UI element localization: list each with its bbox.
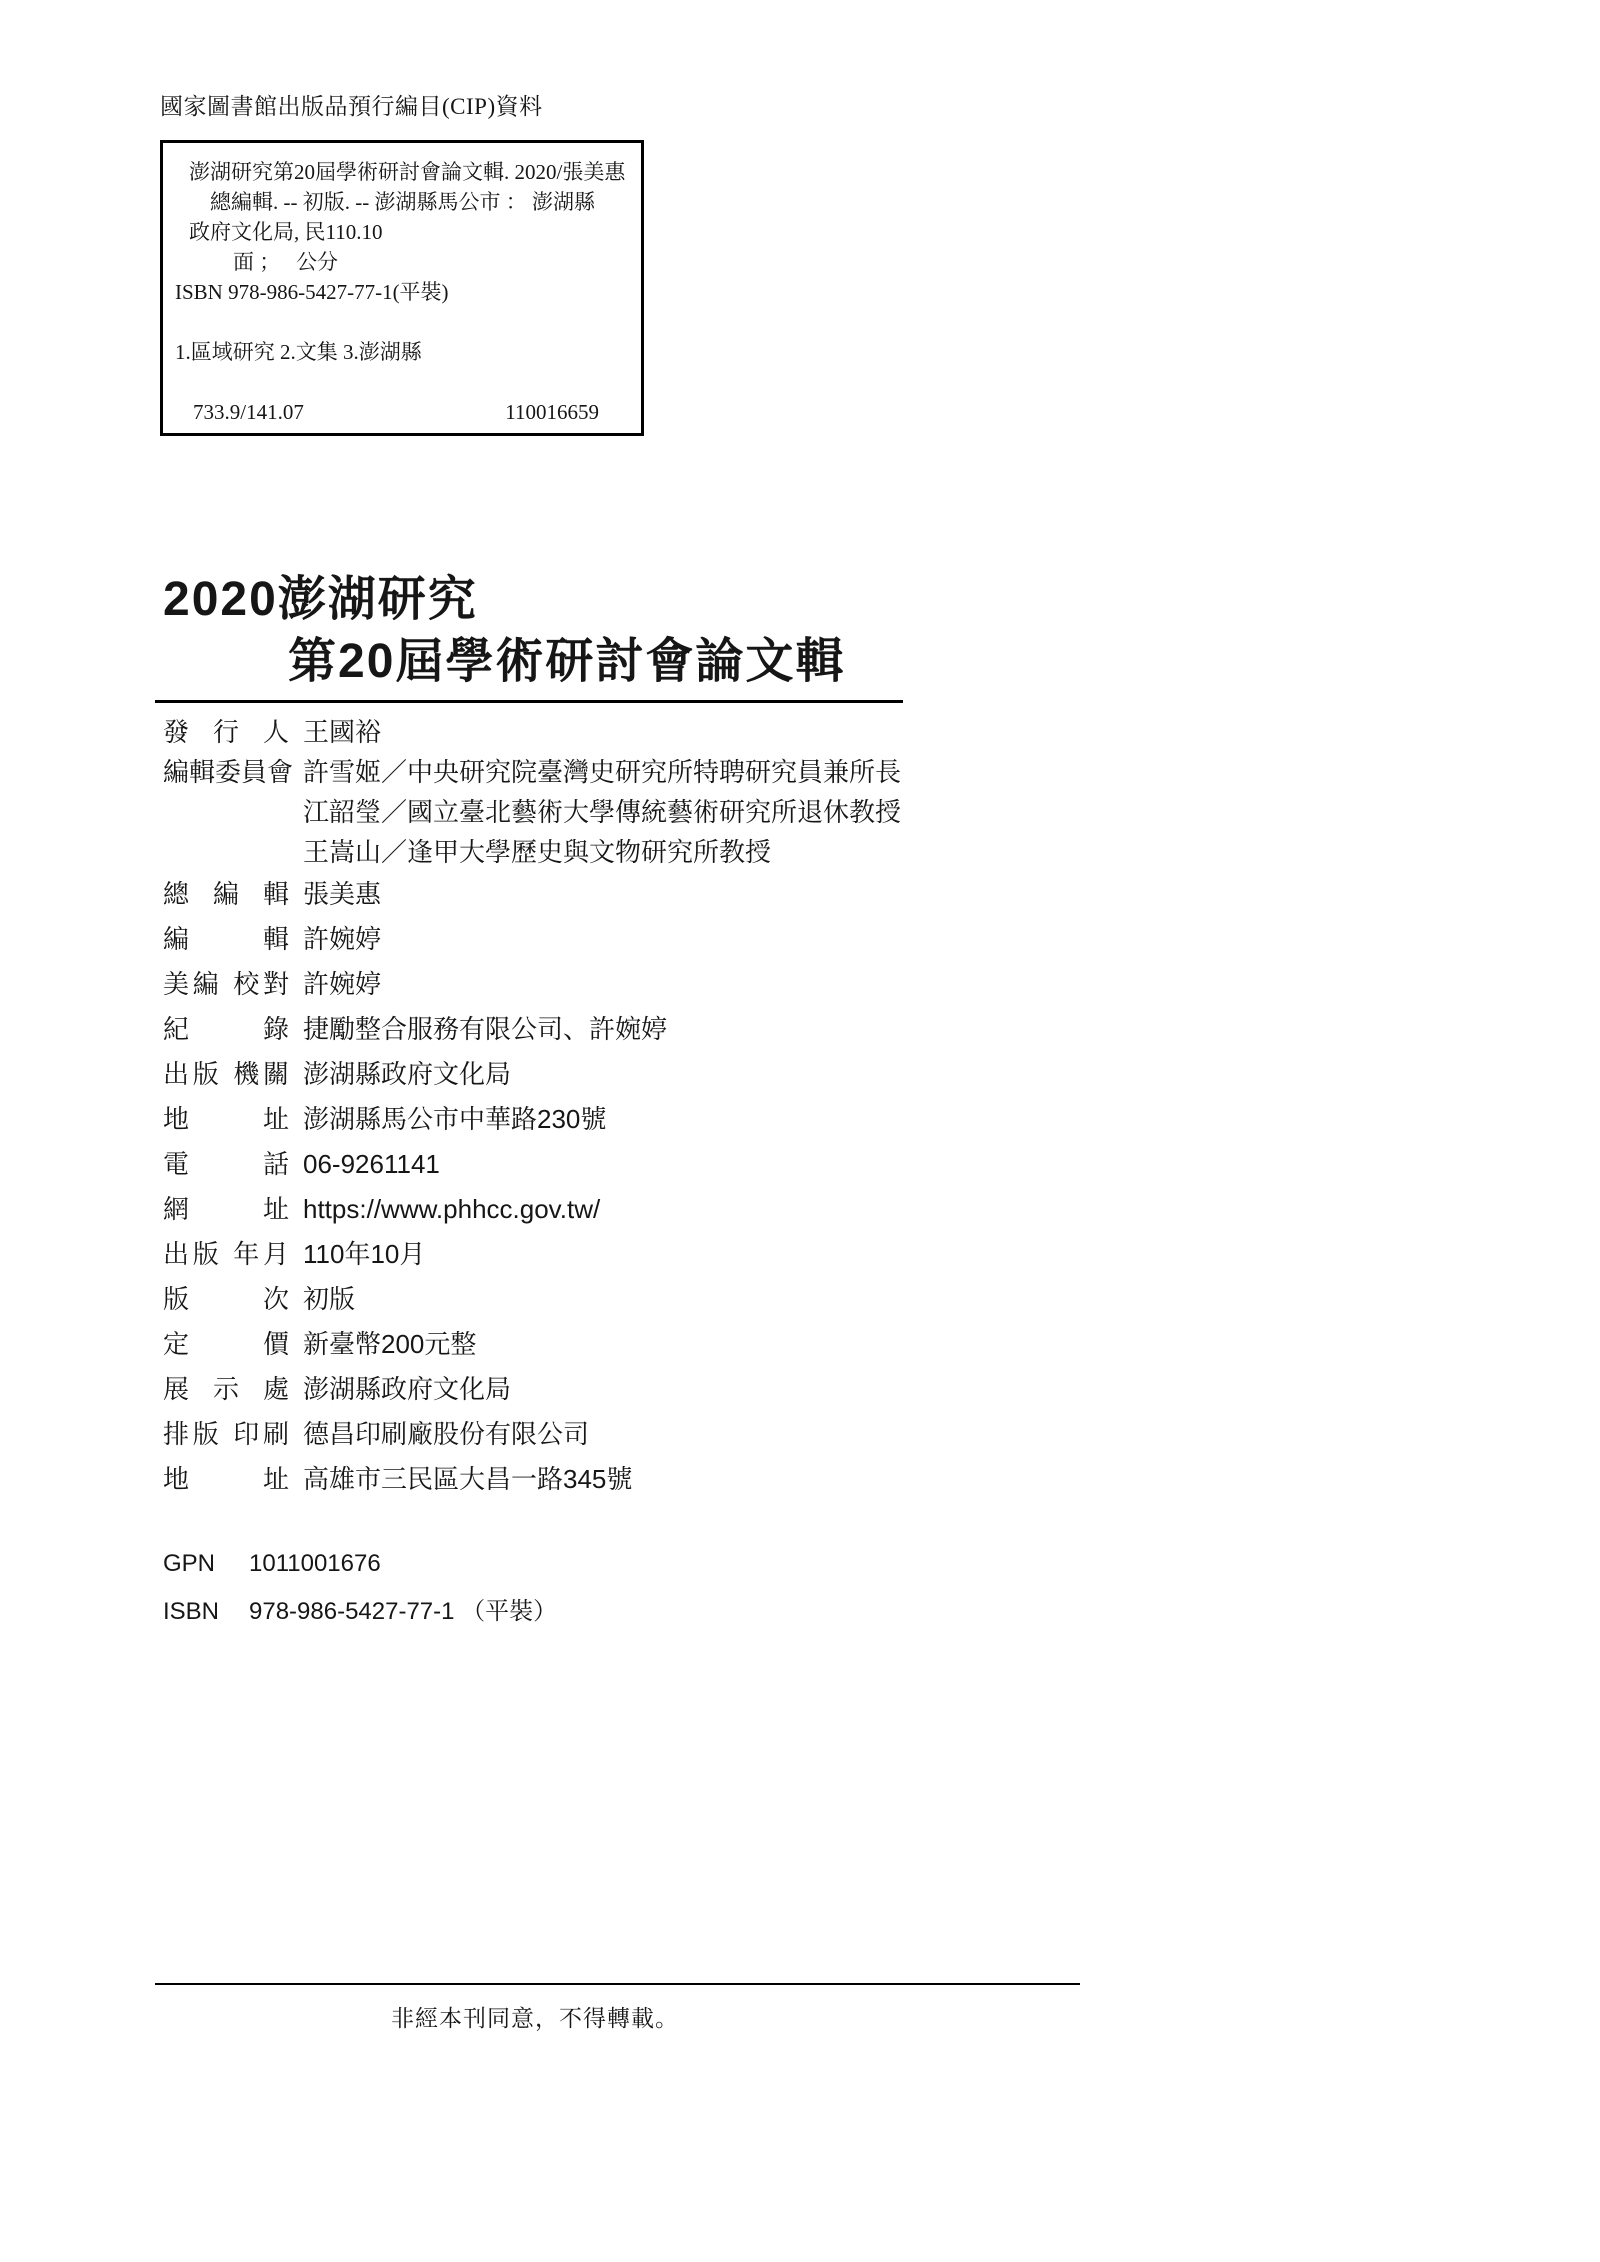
field-row: [163, 1097, 901, 1142]
field-label: 地 址: [163, 1104, 289, 1134]
field-label: 編輯委員會: [163, 757, 294, 787]
field-row: [163, 1412, 901, 1457]
field-row: [163, 792, 901, 832]
field-value: 初版: [303, 1284, 356, 1314]
isbn-row: [163, 1588, 557, 1636]
cip-line: 澎湖研究第20屆學術研討會論文輯. 2020/張美惠: [189, 160, 626, 184]
field-row: [163, 1232, 901, 1277]
book-title-line2: 第20屆學術研討會論文輯: [288, 635, 846, 688]
gpn-value: 1011001676: [249, 1550, 381, 1577]
field-label: 出版 機關: [163, 1059, 289, 1089]
field-label: 總 編 輯: [163, 879, 289, 909]
field-row: [163, 1367, 901, 1412]
field-row: [163, 832, 901, 872]
cip-box: [160, 140, 644, 436]
cip-line: 面 ； 公分: [233, 250, 338, 274]
field-row: [163, 1187, 901, 1232]
field-label: 編 輯: [163, 924, 289, 954]
publication-fields: [163, 712, 901, 1502]
field-value: 德昌印刷廠股份有限公司: [303, 1419, 590, 1449]
cip-header: 國家圖書館出版品預行編目(CIP)資料: [160, 94, 543, 119]
field-label: 排版 印刷: [163, 1419, 289, 1449]
field-label: [163, 792, 289, 832]
field-label: [163, 832, 289, 872]
field-value: https://www.phhcc.gov.tw/: [303, 1194, 601, 1224]
field-value: 江韶瑩／國立臺北藝術大學傳統藝術研究所退休教授: [303, 797, 902, 827]
field-value: 高雄市三民區大昌一路345號: [303, 1464, 633, 1494]
cip-blank-line: [163, 367, 641, 397]
field-row: [163, 712, 901, 752]
field-row: [163, 1457, 901, 1502]
field-value: 110年10月: [303, 1239, 426, 1269]
field-label: 出版 年月: [163, 1239, 289, 1269]
book-title-line1: 2020澎湖研究: [163, 573, 478, 626]
field-row: [163, 1322, 901, 1367]
field-row: [163, 1052, 901, 1097]
codes-block: [163, 1540, 557, 1636]
field-label: 展 示 處: [163, 1374, 289, 1404]
field-value: 張美惠: [303, 879, 382, 909]
gpn-row: [163, 1540, 557, 1588]
title-rule: [155, 700, 903, 703]
field-value: 捷勵整合服務有限公司、許婉婷: [303, 1014, 668, 1044]
field-row: [163, 962, 901, 1007]
cip-call-number: 733.9/141.07: [193, 400, 304, 424]
footer-rule: [155, 1983, 1080, 1985]
cip-bottom-row: [163, 397, 641, 427]
field-value: 許婉婷: [303, 969, 382, 999]
field-value: 許婉婷: [303, 924, 382, 954]
cip-line: 政府文化局, 民110.10: [189, 220, 383, 244]
field-value: 06-9261141: [303, 1149, 440, 1179]
cip-blank-line: [163, 307, 641, 337]
field-value: 新臺幣200元整: [303, 1329, 477, 1359]
field-label: 定 價: [163, 1329, 289, 1359]
cip-isbn-line: ISBN 978-986-5427-77-1(平裝): [175, 280, 449, 304]
copyright-notice: 非經本刊同意，不得轉載。: [391, 2005, 679, 2031]
field-label: 版 次: [163, 1284, 289, 1314]
field-value: 澎湖縣馬公市中華路230號: [303, 1104, 607, 1134]
field-row: [163, 917, 901, 962]
field-value: 王國裕: [303, 717, 382, 747]
cip-record-number: 110016659: [505, 400, 599, 424]
cip-subjects-line: 1.區域研究 2.文集 3.澎湖縣: [175, 340, 422, 364]
cip-line: 總編輯. -- 初版. -- 澎湖縣馬公市 ： 澎湖縣: [210, 190, 595, 214]
field-label: 網 址: [163, 1194, 289, 1224]
field-value: 王嵩山／逢甲大學歷史與文物研究所教授: [303, 837, 772, 867]
field-row: [163, 752, 901, 792]
field-label: 地 址: [163, 1464, 289, 1494]
gpn-label: GPN: [163, 1550, 216, 1577]
isbn-value: 978-986-5427-77-1 （平裝）: [249, 1598, 558, 1625]
field-value: 澎湖縣政府文化局: [303, 1374, 512, 1404]
field-row: [163, 1277, 901, 1322]
field-value: 澎湖縣政府文化局: [303, 1059, 512, 1089]
field-label: 電 話: [163, 1149, 289, 1179]
field-row: [163, 872, 901, 917]
field-label: 美編 校對: [163, 969, 289, 999]
field-value: 許雪姬／中央研究院臺灣史研究所特聘研究員兼所長: [303, 757, 902, 787]
field-row: [163, 1142, 901, 1187]
isbn-label: ISBN: [163, 1598, 220, 1625]
field-label: 紀 錄: [163, 1014, 289, 1044]
field-row: [163, 1007, 901, 1052]
field-label: 發 行 人: [163, 717, 289, 747]
